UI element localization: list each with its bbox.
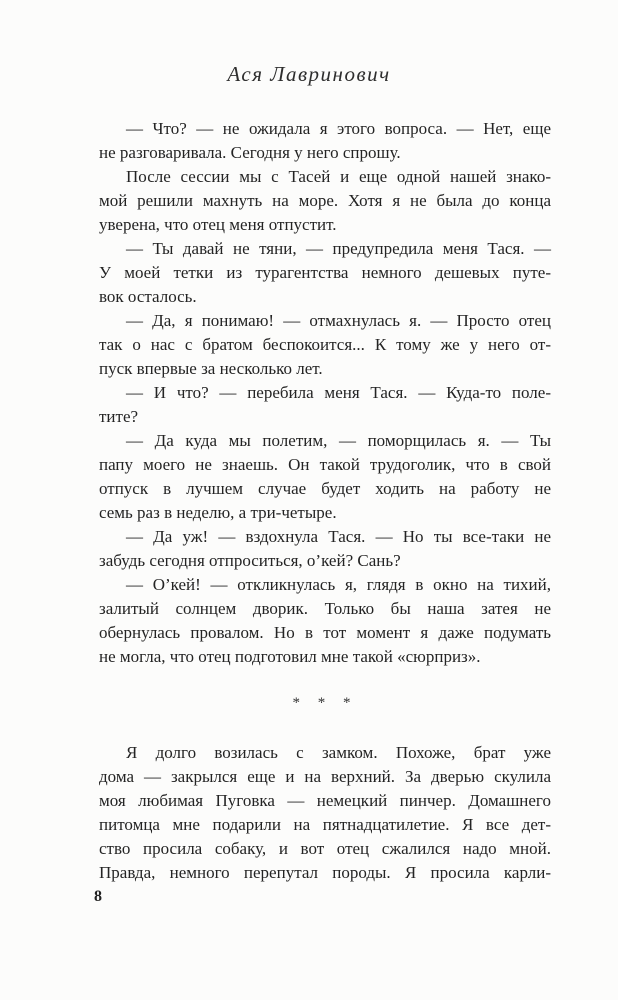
text-block	[99, 117, 551, 885]
paragraph	[99, 309, 551, 381]
text-line: тите?	[99, 407, 139, 426]
text-line: семь раз в неделю, а три-четыре.	[99, 503, 337, 522]
text-line: — Что? — не ожидала я этого вопроса. — Нет, еще	[126, 119, 551, 138]
text-line: не разговаривала. Сегодня у него спрошу.	[99, 143, 401, 162]
text-line: так о нас с братом беспокоится... К тому же у него от-	[99, 335, 551, 354]
text-line: — Да уж! — вздохнула Тася. — Но ты все-таки не	[126, 527, 551, 546]
page-number: 8	[94, 888, 102, 905]
text-line: — Да куда мы полетим, — поморщилась я. — Ты	[126, 431, 551, 450]
text-line: обернулась провалом. Но в тот момент я даже подумать	[99, 623, 551, 642]
paragraph	[99, 381, 551, 429]
paragraph	[99, 741, 551, 885]
section-separator: * * *	[292, 695, 358, 711]
text-line: не могла, что отец подготовил мне такой «сюрприз».	[99, 647, 481, 666]
text-line: — И что? — перебила меня Тася. — Куда-то поле-	[126, 383, 551, 402]
paragraph	[99, 237, 551, 309]
paragraph	[99, 429, 551, 525]
text-line: забудь сегодня отпроситься, о’кей? Сань?	[99, 551, 401, 570]
paragraph	[99, 573, 551, 669]
text-line: залитый солнцем дворик. Только бы наша затея не	[99, 599, 551, 618]
text-line: мой решили махнуть на море. Хотя я не была до конца	[99, 191, 551, 210]
author-header: Ася Лавринович	[227, 62, 391, 86]
paragraph	[99, 165, 551, 237]
text-line: вок осталось.	[99, 287, 197, 306]
text-line: После сессии мы с Тасей и еще одной нашей знако-	[126, 167, 551, 186]
text-line: Я долго возилась с замком. Похоже, брат уже	[126, 743, 551, 762]
text-line: пуск впервые за несколько лет.	[99, 359, 323, 378]
text-line: ство просила собаку, и вот отец сжалился надо мной.	[99, 839, 551, 858]
text-line: моя любимая Пуговка — немецкий пинчер. Домашнего	[99, 791, 551, 810]
text-line: — Ты давай не тяни, — предупредила меня Тася. —	[126, 239, 551, 258]
paragraph	[99, 525, 551, 573]
text-line: отпуск в лучшем случае будет ходить на работу не	[99, 479, 551, 498]
text-line: — О’кей! — откликнулась я, глядя в окно на тихий,	[126, 575, 551, 594]
text-line: питомца мне подарили на пятнадцатилетие. Я все дет-	[99, 815, 551, 834]
text-line: У моей тетки из турагентства немного дешевых путе-	[99, 263, 551, 282]
text-line: Правда, немного перепутал породы. Я просила карли-	[99, 863, 551, 882]
text-line: папу моего не знаешь. Он такой трудоголик, что в свой	[99, 455, 551, 474]
text-line: дома — закрылся еще и на верхний. За дверью скулила	[99, 767, 551, 786]
text-line: — Да, я понимаю! — отмахнулась я. — Просто отец	[126, 311, 551, 330]
paragraph	[99, 117, 551, 165]
text-line: уверена, что отец меня отпустит.	[99, 215, 337, 234]
